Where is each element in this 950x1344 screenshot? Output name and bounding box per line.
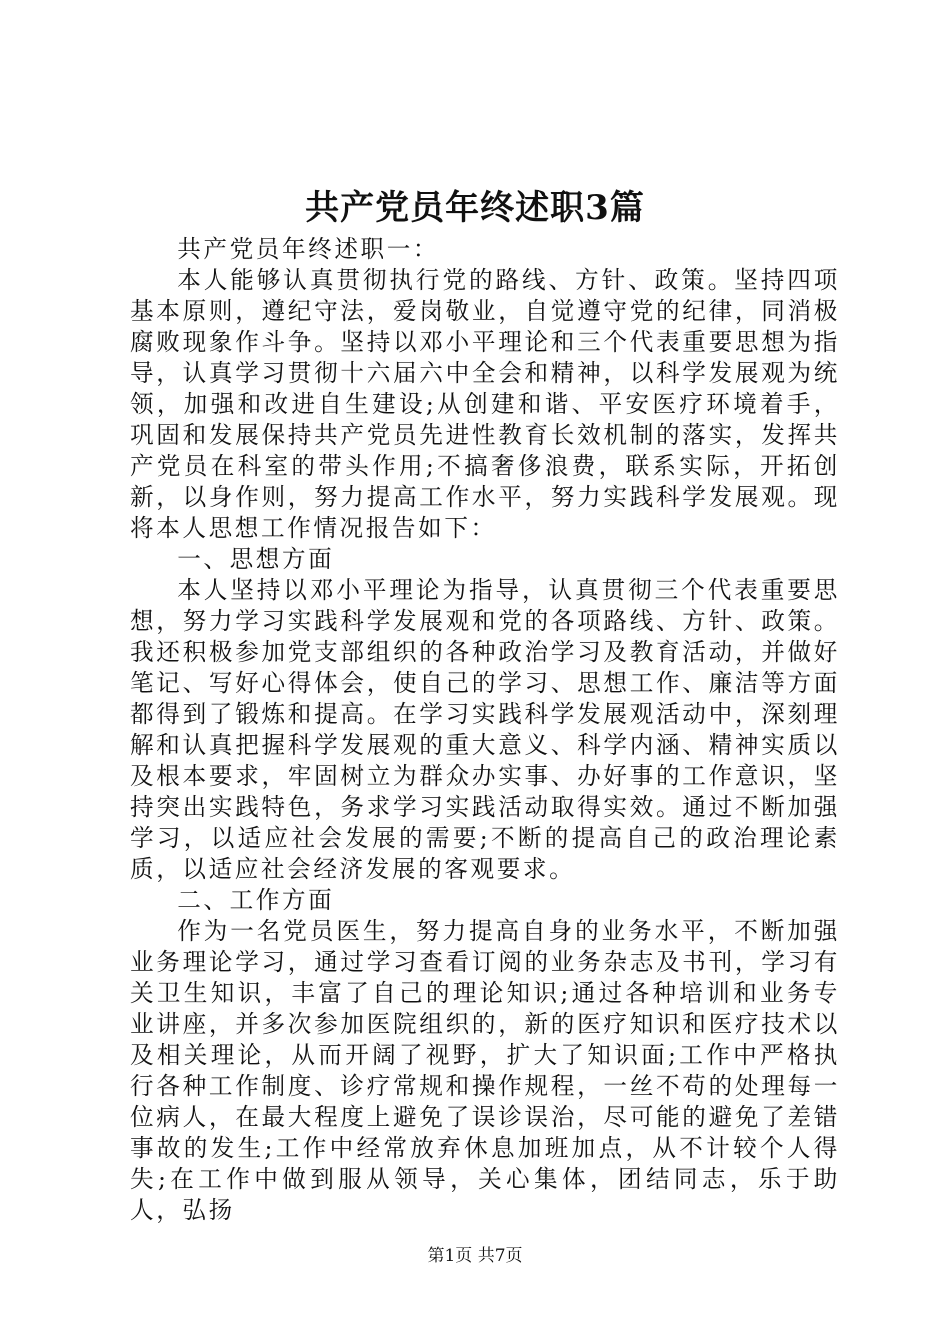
paragraph-intro: 本人能够认真贯彻执行党的路线、方针、政策。坚持四项基本原则，遵纪守法，爱岗敬业，自觉遵守党的纪律，同消极腐败现象作斗争。坚持以邓小平理论和三个代表重要思想为指导，认真学习贯彻十六届六中全会和精神，以科学发展观为统领，加强和改进自生建设;从创建和谐、平安医疗环境着手，巩固和发展保持共产党员先进性教育长效机制的落实，发挥共产党员在科室的带头作用;不搞奢侈浪费，联系实际，开拓创新，以身作则，努力提高工作水平，努力实践科学发展观。现将本人思想工作情况报告如下： <box>130 266 840 542</box>
document-title: 共产党员年终述职3篇 <box>305 188 645 228</box>
section-intro-label: 共产党员年终述职一： <box>177 235 440 263</box>
page-number-footer: 第1页 共7页 <box>427 1246 523 1266</box>
paragraph-thought: 本人坚持以邓小平理论为指导，认真贯彻三个代表重要思想，努力学习实践科学发展观和党的各项路线、方针、政策。我还积极参加党支部组织的各种政治学习及教育活动，并做好笔记、写好心得体会，使自己的学习、思想工作、廉洁等方面都得到了锻炼和提高。在学习实践科学发展观活动中，深刻理解和认真把握科学发展观的重大意义、科学内涵、精神实质以及根本要求，牢固树立为群众办实事、办好事的工作意识，坚持突出实践特色，务求学习实践活动取得实效。通过不断加强学习，以适应社会发展的需要;不断的提高自己的政治理论素质，以适应社会经济发展的客观要求。 <box>130 576 840 883</box>
paragraph-work: 作为一名党员医生，努力提高自身的业务水平，不断加强业务理论学习，通过学习查看订阅的业务杂志及书刊，学习有关卫生知识，丰富了自己的理论知识;通过各种培训和业务专业讲座，并多次参加医院组织的，新的医疗知识和医疗技术以及相关理论，从而开阔了视野，扩大了知识面;工作中严格执行各种工作制度、诊疗常规和操作规程，一丝不苟的处理每一位病人，在最大程度上避免了误诊误治，尽可能的避免了差错事故的发生;工作中经常放弃休息加班加点，从不计较个人得失;在工作中做到服从领导，关心集体，团结同志，乐于助人，弘扬 <box>130 917 840 1224</box>
section-heading-work: 二、工作方面 <box>177 886 335 914</box>
section-heading-thought: 一、思想方面 <box>177 545 335 573</box>
document-body <box>130 234 840 1226</box>
